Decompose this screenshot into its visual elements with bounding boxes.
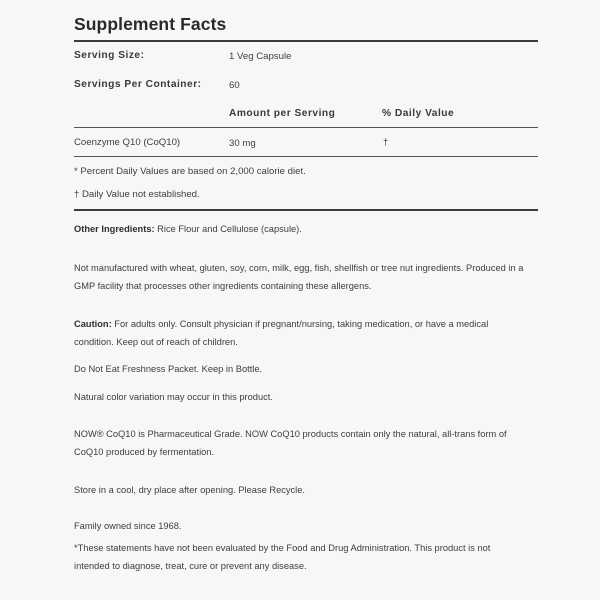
other-ingredients-label: Other Ingredients: <box>74 224 155 234</box>
color-variation-note: Natural color variation may occur in this product. <box>74 392 273 402</box>
allergen-statement-line-1: Not manufactured with wheat, gluten, soy, corn, milk, egg, fish, shellfish or tree nut ingredients. Produced in a <box>74 263 524 273</box>
fda-disclaimer-line-2: intended to diagnose, treat, cure or prevent any disease. <box>74 561 307 571</box>
allergen-statement-line-2: GMP facility that processes other ingredients containing these allergens. <box>74 281 372 291</box>
footnote-percent-daily: * Percent Daily Values are based on 2,000 calorie diet. <box>74 166 306 177</box>
fda-disclaimer-line-1: *These statements have not been evaluated by the Food and Drug Administration. This product is not <box>74 543 491 553</box>
servings-per-container-value: 60 <box>229 80 240 91</box>
title-divider <box>74 40 538 42</box>
nutrient-divider <box>74 156 538 157</box>
caution-label: Caution: <box>74 319 112 329</box>
other-ingredients <box>74 220 302 239</box>
header-divider <box>74 127 538 128</box>
nutrient-name: Coenzyme Q10 (CoQ10) <box>74 137 181 148</box>
serving-size-value: 1 Veg Capsule <box>229 51 292 62</box>
grade-statement-line-1: NOW® CoQ10 is Pharmaceutical Grade. NOW CoQ10 products contain only the natural, all-trans form of <box>74 429 507 439</box>
servings-per-container-label: Servings Per Container: <box>74 79 202 90</box>
grade-statement-line-2: CoQ10 produced by fermentation. <box>74 447 215 457</box>
facts-bottom-divider <box>74 209 538 211</box>
caution-line-1 <box>74 315 488 334</box>
footnote-dagger: † Daily Value not established. <box>74 189 200 200</box>
supplement-facts-panel <box>74 0 538 600</box>
daily-value-header: % Daily Value <box>382 108 455 119</box>
serving-size-label: Serving Size: <box>74 50 145 61</box>
nutrient-amount: 30 mg <box>229 138 256 149</box>
page-title: Supplement Facts <box>74 14 227 34</box>
storage-note: Store in a cool, dry place after opening. Please Recycle. <box>74 485 306 495</box>
other-ingredients-text: Rice Flour and Cellulose (capsule). <box>154 224 302 234</box>
freshness-note: Do Not Eat Freshness Packet. Keep in Bottle. <box>74 364 263 374</box>
amount-per-serving-header: Amount per Serving <box>229 108 336 119</box>
caution-line-2: condition. Keep out of reach of children. <box>74 337 238 347</box>
family-owned-note: Family owned since 1968. <box>74 521 182 531</box>
nutrient-daily-value: † <box>383 137 389 148</box>
caution-text: For adults only. Consult physician if pregnant/nursing, taking medication, or have a medical <box>111 319 489 329</box>
